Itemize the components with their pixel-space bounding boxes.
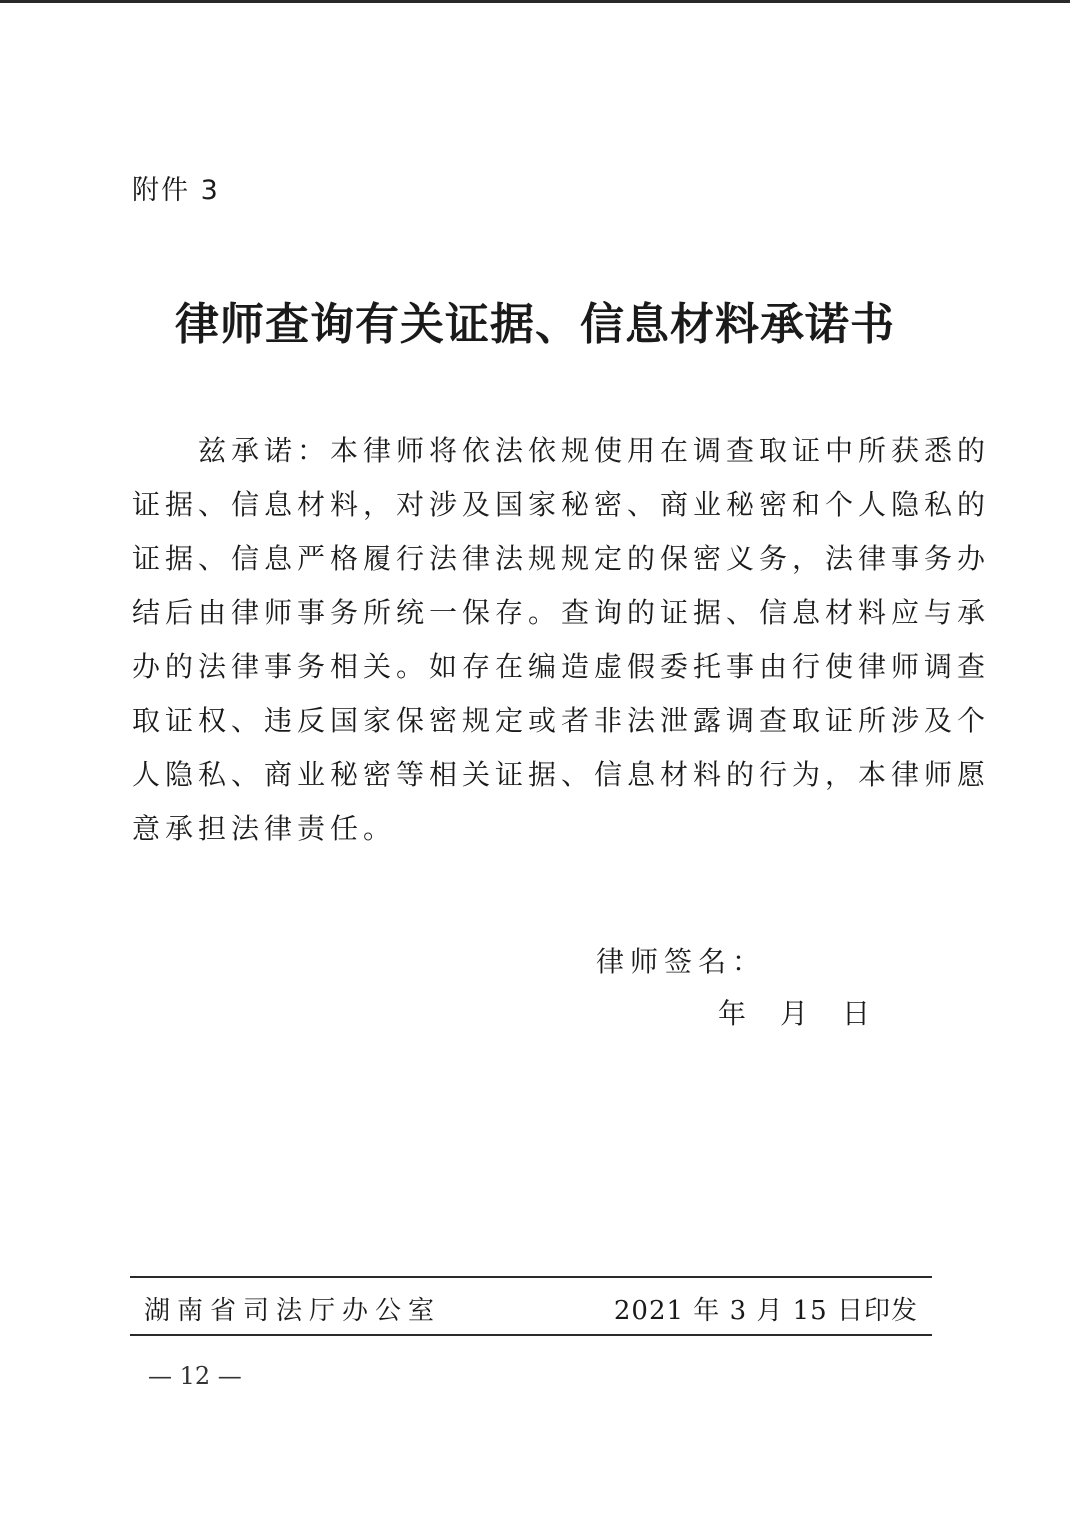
body-line: 兹承诺：本律师将依法依规使用在调查取证中所获悉的: [132, 434, 991, 467]
issuing-office: 湖南省司法厅办公室: [144, 1296, 442, 1326]
body-line: 结后由律师事务所统一保存。查询的证据、信息材料应与承: [132, 596, 991, 629]
page-number: — 12 —: [148, 1362, 242, 1390]
issue-date: 2021 年 3 月 15 日印发: [613, 1296, 918, 1326]
body-line: 证据、信息严格履行法律法规规定的保密义务，法律事务办: [132, 542, 991, 575]
lawyer-signature-label: 律师签名：: [596, 945, 767, 978]
body-line: 人隐私、商业秘密等相关证据、信息材料的行为，本律师愿: [132, 758, 991, 791]
signature-date: [718, 992, 870, 1032]
document-title: 律师查询有关证据、信息材料承诺书: [175, 299, 895, 350]
page-top-border: [0, 0, 1070, 3]
footer-top-rule: [130, 1276, 932, 1278]
body-line: 办的法律事务相关。如存在编造虚假委托事由行使律师调查: [132, 650, 991, 683]
date-month-label: 月: [780, 997, 809, 1030]
body-line: 取证权、违反国家保密规定或者非法泄露调查取证所涉及个: [132, 704, 991, 737]
body-line: 证据、信息材料，对涉及国家秘密、商业秘密和个人隐私的: [132, 488, 991, 521]
date-year-label: 年: [718, 997, 747, 1030]
commitment-body: [132, 424, 991, 856]
date-day-label: 日: [842, 997, 871, 1030]
footer-bottom-rule: [130, 1334, 932, 1336]
attachment-label: 附件 3: [132, 175, 220, 206]
body-line: 意承担法律责任。: [132, 812, 397, 845]
